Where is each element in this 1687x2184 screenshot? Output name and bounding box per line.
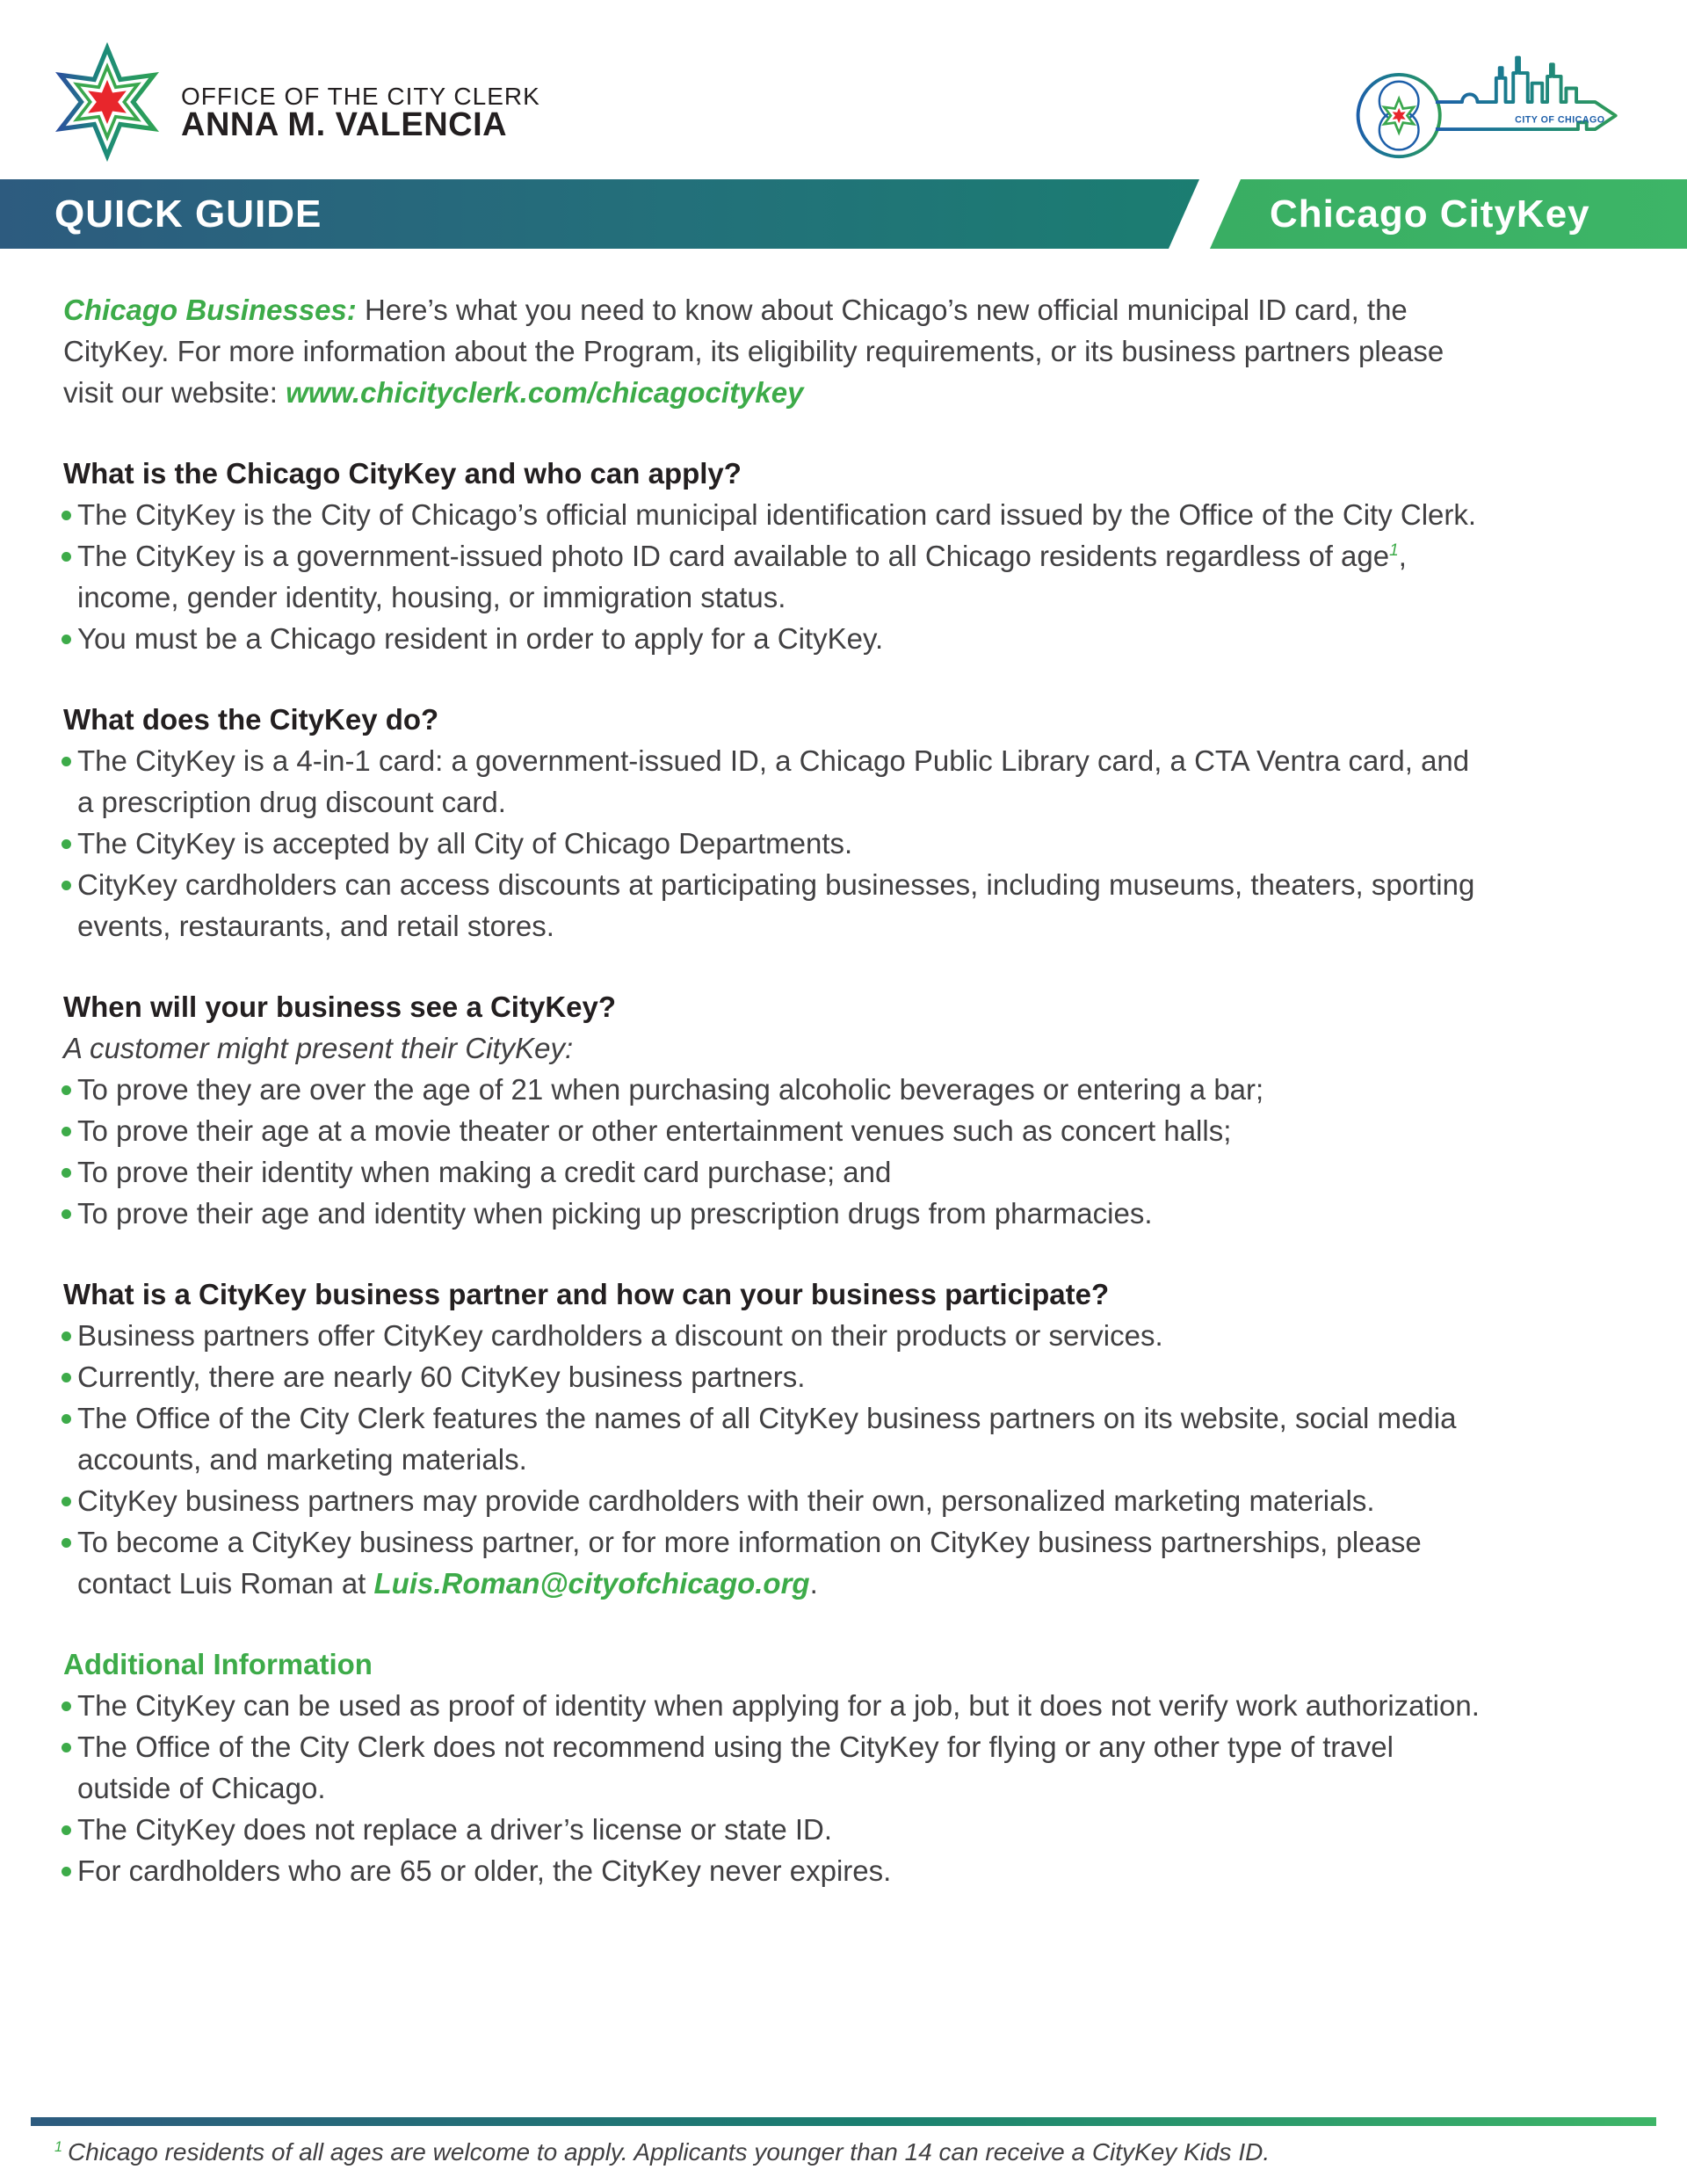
- bullet-list: [63, 1069, 1487, 1234]
- page-footer: [0, 2117, 1687, 2184]
- citykey-key-icon: [1346, 37, 1636, 169]
- bullet-item: [63, 535, 1487, 618]
- city-clerk-logo: [42, 26, 540, 178]
- citykey-logo-label: CITY OF CHICAGO: [1515, 114, 1605, 126]
- bullet-item: [63, 864, 1487, 947]
- bullet-item: [63, 1480, 1487, 1521]
- website-link[interactable]: www.chicityclerk.com/chicagocitykey: [286, 376, 804, 409]
- bullet-item: [63, 1356, 1487, 1397]
- bullet-text: The CityKey is the City of Chicago’s official municipal identification card issued by the Office of the City Clerk.: [77, 498, 1477, 531]
- section-heading: What does the CityKey do?: [63, 703, 439, 736]
- bullet-text: .: [809, 1567, 818, 1600]
- chicago-citykey-title: Chicago CityKey: [1270, 192, 1590, 236]
- bullet-list: [63, 740, 1487, 947]
- bullet-item: [63, 618, 1487, 659]
- clerk-office-line: OFFICE OF THE CITY CLERK: [181, 83, 540, 110]
- quick-guide-title: QUICK GUIDE: [54, 192, 322, 236]
- bullet-text: To prove their identity when making a credit card purchase; and: [77, 1156, 892, 1188]
- bullet-text: You must be a Chicago resident in order to apply for a CityKey.: [77, 622, 884, 655]
- bullet-item: [63, 1151, 1487, 1193]
- bullet-text: The CityKey can be used as proof of identity when applying for a job, but it does not verify work authorization.: [77, 1689, 1480, 1722]
- footnote-marker: 1: [1389, 541, 1399, 560]
- bullet-text: Business partners offer CityKey cardholders a discount on their products or services.: [77, 1319, 1163, 1352]
- bullet-text: To prove their age at a movie theater or other entertainment venues such as concert halls;: [77, 1114, 1232, 1147]
- section-additional-information: [63, 1643, 1624, 1891]
- bullet-item: [63, 823, 1487, 864]
- page-header: [0, 0, 1687, 167]
- section-heading: What is a CityKey business partner and how can your business participate?: [63, 1278, 1110, 1310]
- bullet-list: [63, 1315, 1487, 1604]
- guide-content: [0, 249, 1687, 1891]
- bullet-text: The Office of the City Clerk features the names of all CityKey business partners on its website, social media accounts, and marketing materials.: [77, 1402, 1457, 1476]
- bullet-item: [63, 1726, 1487, 1809]
- contact-email-link[interactable]: Luis.Roman@cityofchicago.org: [373, 1567, 810, 1600]
- bullet-text: , income, gender identity, housing, or immigration status.: [77, 540, 1407, 613]
- bullet-text: The Office of the City Clerk does not recommend using the CityKey for flying or any other type of travel outside of Chicago.: [77, 1731, 1394, 1804]
- section-heading: When will your business see a CityKey?: [63, 990, 617, 1023]
- bullet-text: The CityKey is accepted by all City of Chicago Departments.: [77, 827, 853, 860]
- bullet-text: CityKey cardholders can access discounts at participating businesses, including museums, theaters, sporting events, restaurants, and retail stores.: [77, 868, 1475, 942]
- bullet-text: The CityKey is a government-issued photo ID card available to all Chicago residents regardless of age: [77, 540, 1390, 572]
- bullet-list: [63, 1685, 1487, 1891]
- section-when-will-business-see: [63, 986, 1624, 1234]
- bullet-item: [63, 1315, 1487, 1356]
- intro-lead: Chicago Businesses:: [63, 294, 357, 326]
- bullet-list: [63, 494, 1487, 659]
- bullet-item: [63, 1397, 1487, 1480]
- bullet-item: [63, 740, 1487, 823]
- section-what-does-it-do: [63, 699, 1624, 947]
- bullet-text: CityKey business partners may provide cardholders with their own, personalized marketing materials.: [77, 1484, 1375, 1517]
- bullet-text: For cardholders who are 65 or older, the CityKey never expires.: [77, 1854, 892, 1887]
- section-subheading: A customer might present their CityKey:: [63, 1032, 574, 1064]
- bullet-item: [63, 1521, 1487, 1604]
- bullet-item: [63, 1110, 1487, 1151]
- section-who-can-apply: [63, 453, 1624, 659]
- city-clerk-star-icon: [42, 26, 172, 178]
- section-heading: What is the Chicago CityKey and who can apply?: [63, 457, 742, 490]
- title-banner: [0, 179, 1687, 249]
- bullet-text: To prove their age and identity when picking up prescription drugs from pharmacies.: [77, 1197, 1153, 1230]
- bullet-text: Currently, there are nearly 60 CityKey business partners.: [77, 1360, 806, 1393]
- bullet-text: To prove they are over the age of 21 when purchasing alcoholic beverages or entering a bar;: [77, 1073, 1264, 1106]
- bullet-item: [63, 1850, 1487, 1891]
- bullet-item: [63, 1809, 1487, 1850]
- bullet-text: To become a CityKey business partner, or for more information on CityKey business partnerships, please contact Luis Roman at: [77, 1526, 1422, 1600]
- clerk-name-line: ANNA M. VALENCIA: [181, 106, 508, 143]
- footnote-text: Chicago residents of all ages are welcome to apply. Applicants younger than 14 can receive a CityKey Kids ID.: [68, 2138, 1271, 2166]
- bullet-item: [63, 1069, 1487, 1110]
- bullet-item: [63, 1685, 1487, 1726]
- footer-divider: [31, 2117, 1656, 2126]
- footnote: [0, 2135, 1687, 2170]
- intro-text: Here’s what you need to know about Chicago’s new official municipal ID card, the CityKey. For more information about the Program, its eligibility requirements, or its business partners please visit our website:: [63, 294, 1444, 409]
- bullet-item: [63, 494, 1487, 535]
- footnote-marker: 1: [54, 2138, 63, 2155]
- clerk-logo-text: [181, 84, 540, 141]
- bullet-item: [63, 1193, 1487, 1234]
- section-business-partner: [63, 1273, 1624, 1604]
- section-heading: Additional Information: [63, 1648, 373, 1680]
- bullet-text: The CityKey does not replace a driver’s license or state ID.: [77, 1813, 833, 1846]
- intro-paragraph: [63, 289, 1478, 413]
- bullet-text: The CityKey is a 4-in-1 card: a government-issued ID, a Chicago Public Library card, a CTA Ventra card, and a prescription drug discount card.: [77, 744, 1470, 818]
